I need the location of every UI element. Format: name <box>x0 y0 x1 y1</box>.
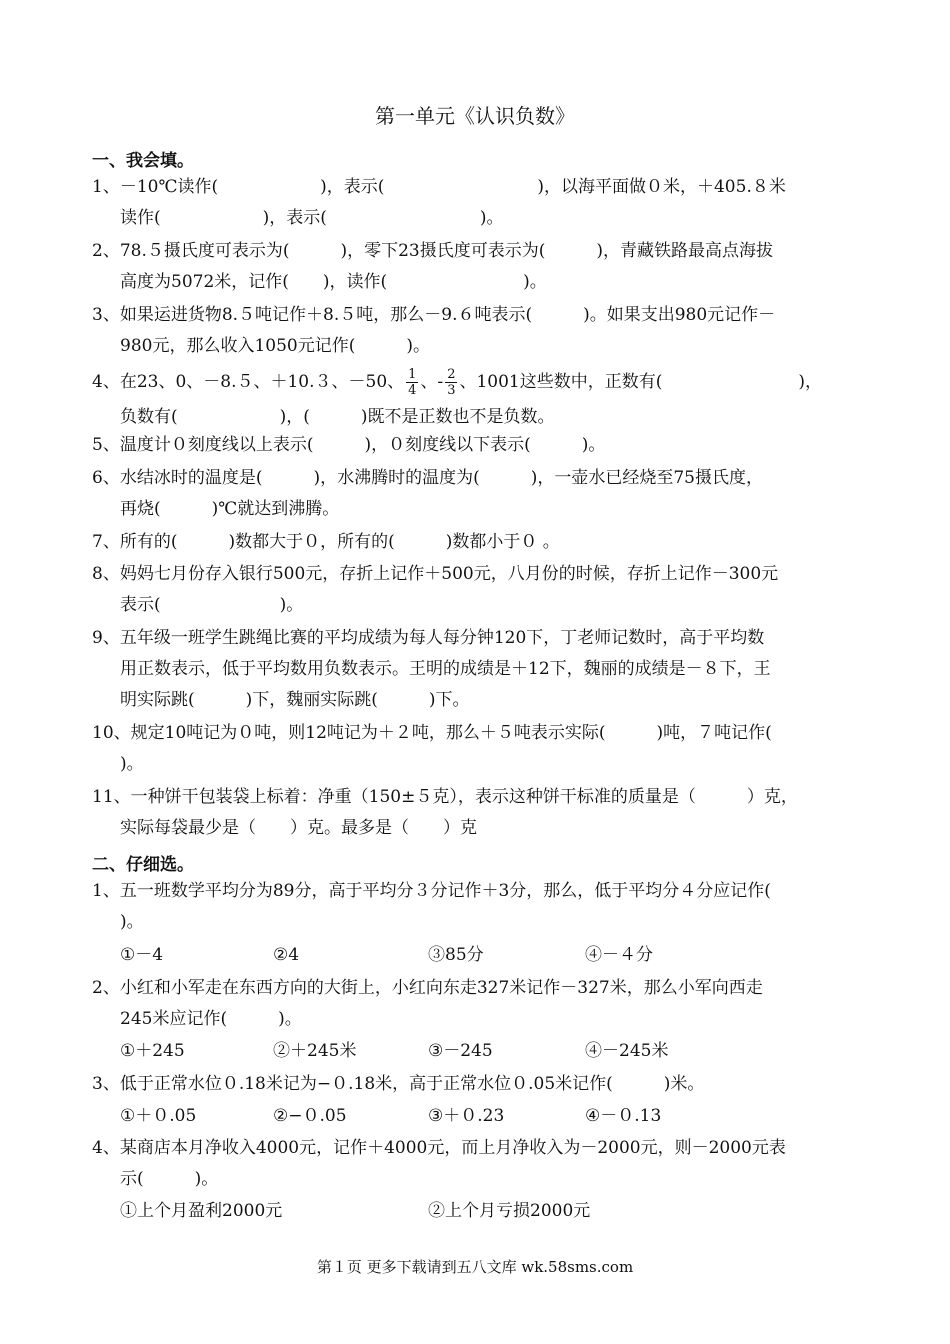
q1-8-line2: 表示( )。 <box>120 595 304 615</box>
q2-1-option-2[interactable]: ②4 <box>273 945 300 965</box>
q1-1-line2: 读作( )，表示( )。 <box>120 208 504 228</box>
q2-1-option-1[interactable]: ①－4 <box>120 945 164 965</box>
q1-3-line2: 980元，那么收入1050元记作( )。 <box>120 336 430 356</box>
q1-11-line2: 实际每袋最少是（ ）克。最多是（ ）克 <box>120 818 477 838</box>
q2-2-option-4[interactable]: ④－245米 <box>585 1041 669 1061</box>
q1-4-part-a: 4、在23、0、－8.５、＋10.３、－50、 <box>92 372 405 392</box>
q2-3-option-3[interactable]: ③＋０.23 <box>428 1106 505 1126</box>
q2-4-line1: 4、某商店本月净收入4000元，记作＋4000元，而上月净收入为－2000元，则－2000元表 <box>92 1138 786 1158</box>
q1-4-sep: 、- <box>420 372 444 392</box>
q2-3-option-4[interactable]: ④－０.13 <box>585 1106 662 1126</box>
q1-2-line1: 2、78.５摄氏度可表示为( )，零下23摄氏度可表示为( )，青藏铁路最高点海拔 <box>92 241 774 261</box>
q2-2-option-1[interactable]: ①＋245 <box>120 1041 185 1061</box>
q1-10-line1: 10、规定10吨记为０吨，则12吨记为＋２吨，那么＋５吨表示实际( )吨，７吨记作( <box>92 723 772 743</box>
q2-2-option-3[interactable]: ③－245 <box>428 1041 493 1061</box>
q1-5: 5、温度计０刻度线以上表示( )，０刻度线以下表示( )。 <box>92 435 606 455</box>
q1-4-line2: 负数有( )，( )既不是正数也不是负数。 <box>120 407 555 427</box>
q2-1-line1: 1、五一班数学平均分为89分，高于平均分３分记作＋3分，那么，低于平均分４分应记作( <box>92 881 771 901</box>
q1-4-part-b: 、1001这些数中，正数有( )， <box>459 372 822 392</box>
q1-7: 7、所有的( )数都大于０，所有的( )数都小于０ 。 <box>92 532 560 552</box>
q2-1-line2: )。 <box>120 912 144 932</box>
page-title: 第一单元《认识负数》 <box>375 104 575 128</box>
q1-4-line1 <box>92 360 822 404</box>
q2-3-line1: 3、低于正常水位０.18米记为−０.18米，高于正常水位０.05米记作( )米。 <box>92 1074 705 1094</box>
q2-3-option-2[interactable]: ②−０.05 <box>273 1106 347 1126</box>
section-heading-choose: 二、仔细选。 <box>92 855 194 875</box>
q2-1-option-4[interactable]: ④－４分 <box>585 945 653 965</box>
q1-9-line3: 明实际跳( )下，魏丽实际跳( )下。 <box>120 690 470 710</box>
q1-3-line1: 3、如果运进货物8.５吨记作＋8.５吨，那么－9.６吨表示( )。如果支出980元记作－ <box>92 305 776 325</box>
q1-1-line1: 1、－10℃读作( )，表示( )，以海平面做０米，＋405.８米 <box>92 177 786 197</box>
q1-9-line2: 用正数表示，低于平均数用负数表示。王明的成绩是＋12下，魏丽的成绩是－８下，王 <box>120 659 771 679</box>
page-footer: 第１页 更多下载请到五八文库 wk.58sms.com <box>316 1258 634 1276</box>
q2-2-line1: 2、小红和小军走在东西方向的大街上，小红向东走327米记作－327米，那么小军向西走 <box>92 978 763 998</box>
q2-1-option-3[interactable]: ③85分 <box>428 945 484 965</box>
fraction-two-thirds: $\frac{2}{3}$ <box>447 367 456 398</box>
q2-2-option-2[interactable]: ②＋245米 <box>273 1041 357 1061</box>
q2-4-option-2[interactable]: ②上个月亏损2000元 <box>428 1201 591 1221</box>
fraction-one-quarter: $\frac{1}{4}$ <box>408 367 417 398</box>
q2-3-option-1[interactable]: ①＋０.05 <box>120 1106 197 1126</box>
q1-6-line2: 再烧( )℃就达到沸腾。 <box>120 499 340 519</box>
q2-4-option-1[interactable]: ①上个月盈利2000元 <box>120 1201 283 1221</box>
q2-4-line2: 示( )。 <box>120 1169 219 1189</box>
q1-2-line2: 高度为5072米，记作( )，读作( )。 <box>120 272 547 292</box>
q1-9-line1: 9、五年级一班学生跳绳比赛的平均成绩为每人每分钟120下，丁老师记数时，高于平均数 <box>92 628 765 648</box>
q1-8-line1: 8、妈妈七月份存入银行500元，存折上记作＋500元，八月份的时候，存折上记作－300元 <box>92 564 779 584</box>
section-heading-fill: 一、我会填。 <box>92 151 194 171</box>
q1-6-line1: 6、水结冰时的温度是( )，水沸腾时的温度为( )，一壶水已经烧至75摄氏度， <box>92 468 763 488</box>
q2-2-line2: 245米应记作( )。 <box>120 1009 302 1029</box>
q1-11-line1: 11、一种饼干包装袋上标着：净重（150±５克），表示这种饼干标准的质量是（ ）克， <box>92 787 798 807</box>
q1-10-line2: )。 <box>120 754 144 774</box>
